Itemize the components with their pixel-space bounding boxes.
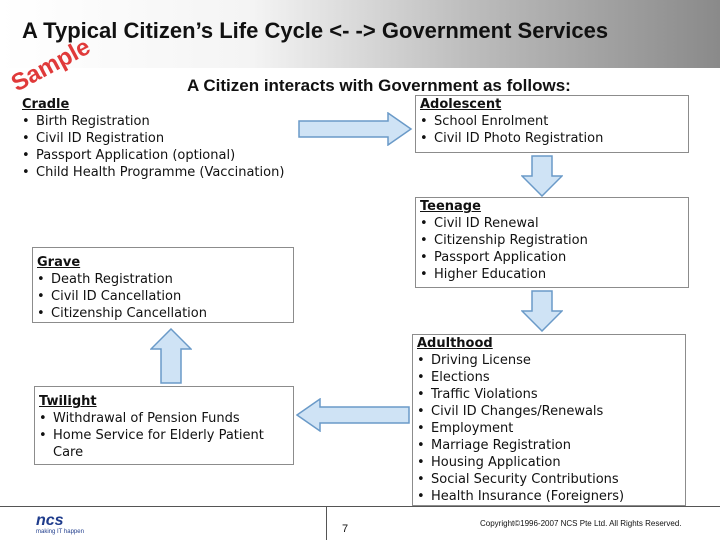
list-item: • Employment: [417, 420, 685, 437]
stage-adolescent: [415, 95, 689, 153]
stage-heading: Twilight: [39, 394, 97, 409]
arrow-right-icon: [298, 112, 413, 146]
list-item: • Death Registration: [37, 271, 293, 288]
logo-text: ncs: [36, 512, 64, 529]
list-item: • Elections: [417, 369, 685, 386]
stage-heading: Grave: [37, 255, 81, 270]
stage-grave: [32, 247, 294, 323]
list-item: • Civil ID Changes/Renewals: [417, 403, 685, 420]
list-item: • Civil ID Cancellation: [37, 288, 293, 305]
list-item: • Civil ID Photo Registration: [420, 130, 688, 147]
stage-adulthood: [412, 334, 686, 506]
list-item: • Marriage Registration: [417, 437, 685, 454]
list-item: • Withdrawal of Pension Funds: [39, 410, 293, 427]
list-item: • School Enrolment: [420, 113, 688, 130]
list-item: • Traffic Violations: [417, 386, 685, 403]
footer-divider: [0, 506, 720, 507]
list-item: • Home Service for Elderly Patient Care: [39, 427, 293, 461]
list-item: • Health Insurance (Foreigners): [417, 488, 685, 505]
list-item: • Civil ID Renewal: [420, 215, 688, 232]
arrow-down-icon: [521, 290, 563, 332]
list-item: • Housing Application: [417, 454, 685, 471]
arrow-down-icon: [521, 155, 563, 197]
stage-heading: Cradle: [22, 97, 70, 112]
list-item: • Social Security Contributions: [417, 471, 685, 488]
ncs-logo: [34, 512, 104, 538]
slide-subtitle: A Citizen interacts with Government as follows:: [187, 76, 571, 95]
page-number: 7: [342, 523, 349, 535]
logo-tagline: making IT happen: [36, 529, 84, 535]
stage-heading: Adolescent: [420, 97, 502, 112]
arrow-up-icon: [150, 328, 192, 384]
stage-twilight: [34, 386, 294, 465]
list-item: • Citizenship Cancellation: [37, 305, 293, 322]
list-item: • Citizenship Registration: [420, 232, 688, 249]
list-item: • Child Health Programme (Vaccination): [22, 164, 292, 181]
list-item: • Civil ID Registration: [22, 130, 292, 147]
stage-teenage: [415, 197, 689, 288]
stage-heading: Teenage: [420, 199, 481, 214]
list-item: • Driving License: [417, 352, 685, 369]
list-item: • Passport Application: [420, 249, 688, 266]
slide-title: A Typical Citizen’s Life Cycle <- -> Government Services: [22, 18, 609, 43]
list-item: • Passport Application (optional): [22, 147, 292, 164]
list-item: • Birth Registration: [22, 113, 292, 130]
footer-separator: [326, 506, 327, 540]
copyright-text: Copyright©1996-2007 NCS Pte Ltd. All Rights Reserved.: [480, 519, 682, 528]
list-item: • Higher Education: [420, 266, 688, 283]
stage-heading: Adulthood: [417, 336, 493, 351]
arrow-left-icon: [296, 398, 410, 432]
sample-watermark: Sample: [6, 33, 95, 98]
stage-cradle: [22, 96, 292, 181]
